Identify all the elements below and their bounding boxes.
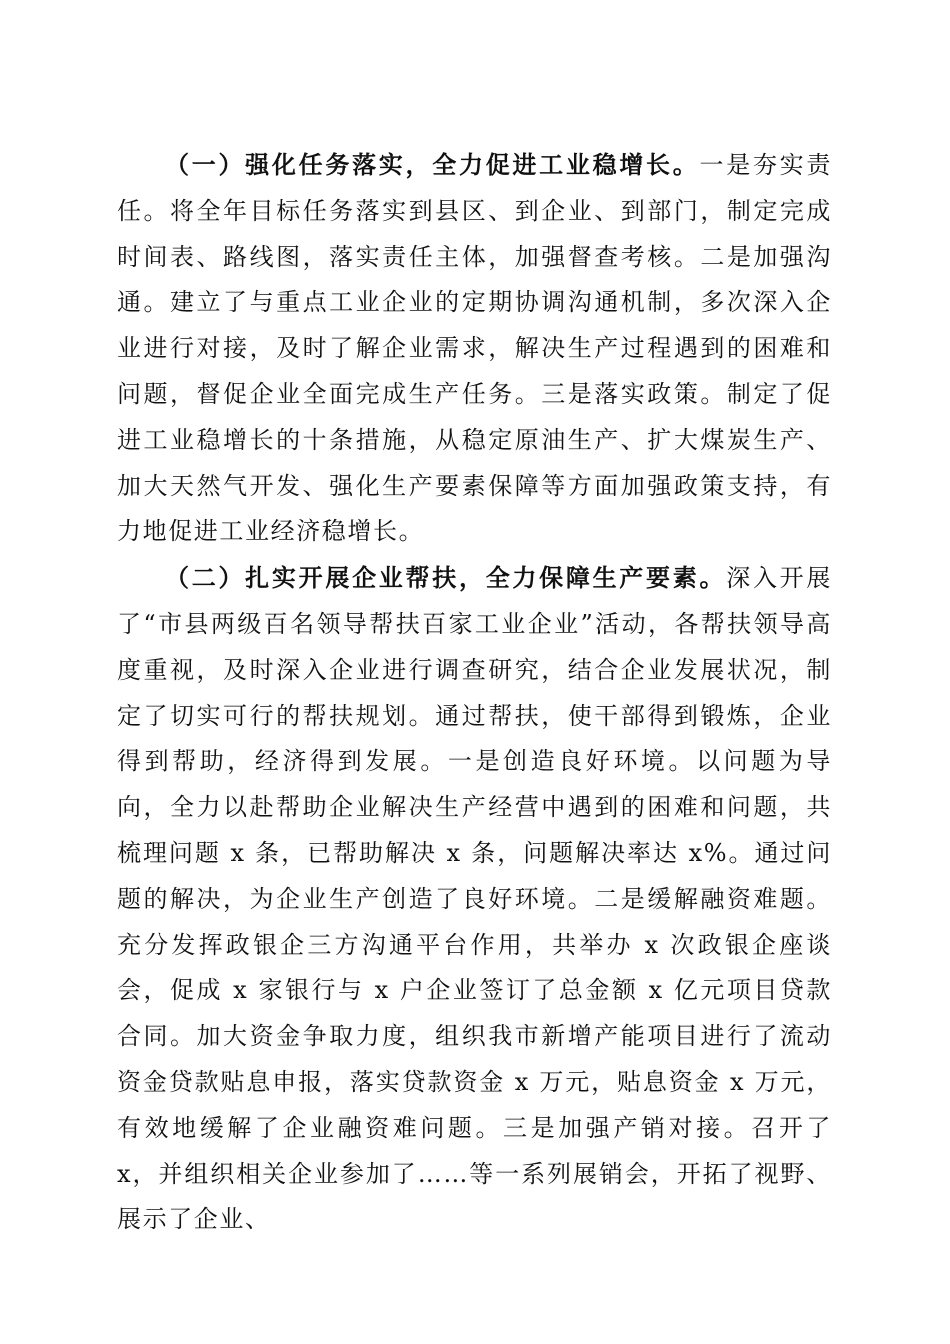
section-2-heading: （二）扎实开展企业帮扶，全力保障生产要素。 (165, 563, 727, 593)
section-1-body: 一是夯实责任。将全年目标任务落实到县区、到企业、到部门，制定完成时间表、路线图，落实责任主体，加强督查考核。二是加强沟通。建立了与重点工业企业的定期协调沟通机制，多次深入企业进行对接，及时了解企业需求，解决生产过程遇到的困难和问题，督促企业全面完成生产任务。三是落实政策。制定了促进工业稳增长的十条措施，从稳定原油生产、扩大煤炭生产、加大天然气开发、强化生产要素保障等方面加强政策支持，有力地促进工业经济稳增长。 (117, 151, 832, 546)
section-1-heading: （一）强化任务落实，全力促进工业稳增长。 (165, 150, 700, 179)
document-body (117, 142, 832, 1243)
section-1-paragraph (117, 142, 832, 555)
section-2-body: 深入开展了“市县两级百名领导帮扶百家工业企业”活动，各帮扶领导高度重视，及时深入企业进行调查研究，结合企业发展状况，制定了切实可行的帮扶规划。通过帮扶，使干部得到锻炼，企业得到帮助，经济得到发展。一是创造良好环境。以问题为导向，全力以赴帮助企业解决生产经营中遇到的困难和问题，共梳理问题 x 条，已帮助解决 x 条，问题解决率达 x%。通过问题的解决，为企业生产创造了良好环境。二是缓解融资难题。充分发挥政银企三方沟通平台作用，共举办 x 次政银企座谈会，促成 x 家银行与 x 户企业签订了总金额 x 亿元项目贷款合同。加大资金争取力度，组织我市新增产能项目进行了流动资金贷款贴息申报，落实贷款资金 x 万元，贴息资金 x 万元，有效地缓解了企业融资难问题。三是加强产销对接。召开了 x，并组织相关企业参加了……等一系列展销会，开拓了视野、展示了企业、 (117, 564, 832, 1234)
section-2-paragraph (117, 555, 832, 1243)
